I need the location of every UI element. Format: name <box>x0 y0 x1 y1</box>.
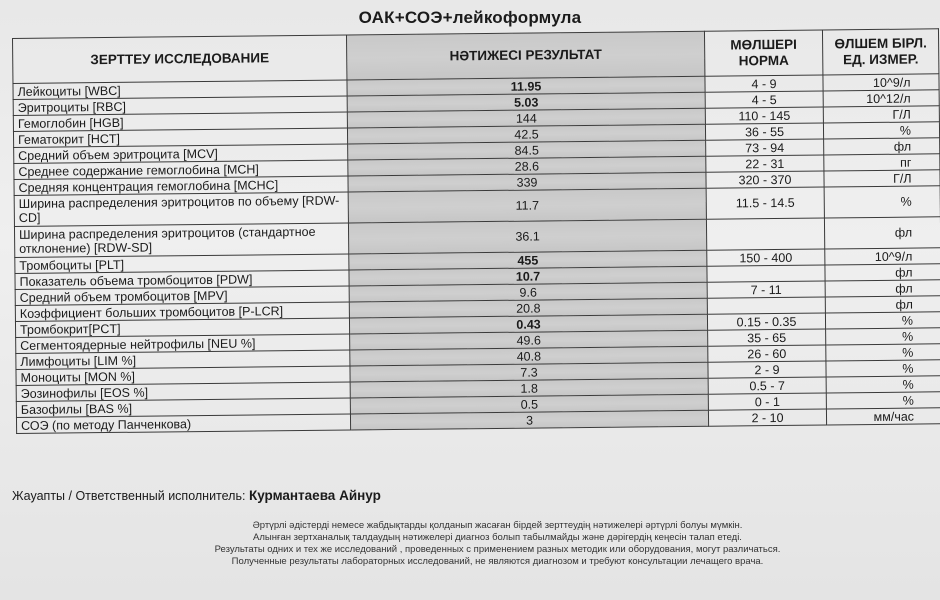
row-value: 28.6 <box>348 156 706 176</box>
row-value: 1.8 <box>350 378 708 398</box>
row-norm: 73 - 94 <box>706 139 824 156</box>
row-name: Средний объем тромбоцитов [MPV] <box>15 286 349 305</box>
row-name: Средняя концентрация гемоглобина [MCHC] <box>14 176 348 195</box>
row-name: Ширина распределения эритроцитов (стандартное отклонение) [RDW-SD] <box>14 223 348 257</box>
row-value: 9.6 <box>349 282 707 302</box>
row-value: 3 <box>350 410 708 430</box>
row-norm: 2 - 10 <box>708 409 826 426</box>
row-unit: фл <box>825 296 940 313</box>
row-unit: % <box>823 122 939 139</box>
row-norm <box>707 265 825 282</box>
row-unit: мм/час <box>826 408 940 425</box>
row-name: Эритроциты [RBC] <box>13 96 347 115</box>
row-unit: % <box>824 186 940 218</box>
row-name: Тромбокрит[PCT] <box>15 318 349 337</box>
row-value: 11.95 <box>347 76 705 96</box>
row-value: 49.6 <box>350 330 708 350</box>
row-value: 11.7 <box>348 188 706 223</box>
document-title: ОАК+СОЭ+лейкоформула <box>358 8 582 27</box>
row-name: СОЭ (по методу Панченкова) <box>16 414 350 433</box>
row-norm: 4 - 5 <box>705 91 823 108</box>
row-norm: 36 - 55 <box>705 123 823 140</box>
row-value: 339 <box>348 172 706 192</box>
row-norm: 22 - 31 <box>706 155 824 172</box>
header-unit: ӨЛШЕМ БІРЛ. ЕД. ИЗМЕР. <box>822 29 938 75</box>
row-norm: 150 - 400 <box>707 249 825 266</box>
row-norm <box>707 297 825 314</box>
row-unit: Г/Л <box>824 170 940 187</box>
disclaimer-ru-line-2: Полученные результаты лабораторных исследований, не являются диагнозом и требуют консультации лечащего врача. <box>231 556 764 567</box>
row-unit: 10^9/л <box>825 248 940 265</box>
disclaimer-kz-line-2: Алынған зертханалық талдаудың нәтижелері диагноз болып табылмайды және дәрігердің кеңесін талап етеді. <box>253 532 742 543</box>
row-name: Лимфоциты [LIM %] <box>16 350 350 369</box>
row-unit: 10^9/л <box>823 74 939 91</box>
row-unit: % <box>826 328 940 345</box>
disclaimer-russian <box>0 544 940 568</box>
row-unit: % <box>826 360 940 377</box>
row-name: Эозинофилы [EOS %] <box>16 382 350 401</box>
row-name: Гемоглобин [HGB] <box>13 112 347 131</box>
row-unit: фл <box>824 217 940 249</box>
row-norm: 0 - 1 <box>708 393 826 410</box>
row-value: 10.7 <box>349 266 707 286</box>
row-name: Сегментоядерные нейтрофилы [NEU %] <box>16 334 350 353</box>
row-name: Среднее содержание гемоглобина [MCH] <box>14 160 348 179</box>
row-value: 36.1 <box>348 219 706 254</box>
executor-name: Курмантаева Айнур <box>248 488 381 503</box>
row-value: 0.43 <box>349 314 707 334</box>
row-norm: 35 - 65 <box>708 329 826 346</box>
row-unit: 10^12/л <box>823 90 939 107</box>
row-norm: 2 - 9 <box>708 361 826 378</box>
executor-label: Жауапты / Ответственный исполнитель: <box>12 489 246 503</box>
row-unit: фл <box>825 280 940 297</box>
row-value: 0.5 <box>350 394 708 414</box>
row-unit: Г/Л <box>823 106 939 123</box>
header-result: НӘТИЖЕСІ РЕЗУЛЬТАТ <box>346 31 704 80</box>
row-norm: 0.5 - 7 <box>708 377 826 394</box>
disclaimer-kazakh <box>0 520 940 544</box>
row-value: 455 <box>349 250 707 270</box>
row-value: 144 <box>347 108 705 128</box>
row-unit: пг <box>824 154 940 171</box>
row-unit: % <box>826 344 940 361</box>
row-unit: % <box>826 376 940 393</box>
row-norm: 0.15 - 0.35 <box>707 313 825 330</box>
row-unit: % <box>825 312 940 329</box>
row-value: 7.3 <box>350 362 708 382</box>
row-value: 5.03 <box>347 92 705 112</box>
row-unit: фл <box>824 138 940 155</box>
row-norm: 11.5 - 14.5 <box>706 187 824 219</box>
row-value: 84.5 <box>348 140 706 160</box>
row-norm: 7 - 11 <box>707 281 825 298</box>
row-norm: 4 - 9 <box>705 75 823 92</box>
row-name: Показатель объема тромбоцитов [PDW] <box>15 270 349 289</box>
row-unit: % <box>826 392 940 409</box>
row-value: 40.8 <box>350 346 708 366</box>
row-norm <box>706 218 824 250</box>
row-name: Базофилы [BAS %] <box>16 398 350 417</box>
row-value: 42.5 <box>347 124 705 144</box>
row-norm: 110 - 145 <box>705 107 823 124</box>
row-unit: фл <box>825 264 940 281</box>
row-norm: 320 - 370 <box>706 171 824 188</box>
disclaimer-ru-line-1: Результаты одних и тех же исследований , проведенных с применением разных методик или оборудования, могут различаться. <box>214 544 781 555</box>
header-study: ЗЕРТТЕУ ИССЛЕДОВАНИЕ <box>13 35 347 83</box>
row-norm: 26 - 60 <box>708 345 826 362</box>
row-name: Коэффициент больших тромбоцитов [P-LCR] <box>15 302 349 321</box>
responsible-executor <box>12 488 381 503</box>
results-table <box>12 28 940 434</box>
header-norm: МӨЛШЕРІ НОРМА <box>704 30 822 76</box>
row-name: Гематокрит [HCT] <box>13 128 347 147</box>
row-name: Лейкоциты [WBC] <box>13 80 347 99</box>
row-name: Тромбоциты [PLT] <box>15 254 349 273</box>
row-name: Средний объем эритроцита [MCV] <box>14 144 348 163</box>
row-value: 20.8 <box>349 298 707 318</box>
row-name: Ширина распределения эритроцитов по объему [RDW-CD] <box>14 192 348 226</box>
disclaimer-kz-line-1: Әртүрлі әдістерді немесе жабдықтарды қолданып жасаған бірдей зерттеудің нәтижелері әртүрлі болуы мүмкін. <box>252 520 743 531</box>
row-name: Моноциты [MON %] <box>16 366 350 385</box>
